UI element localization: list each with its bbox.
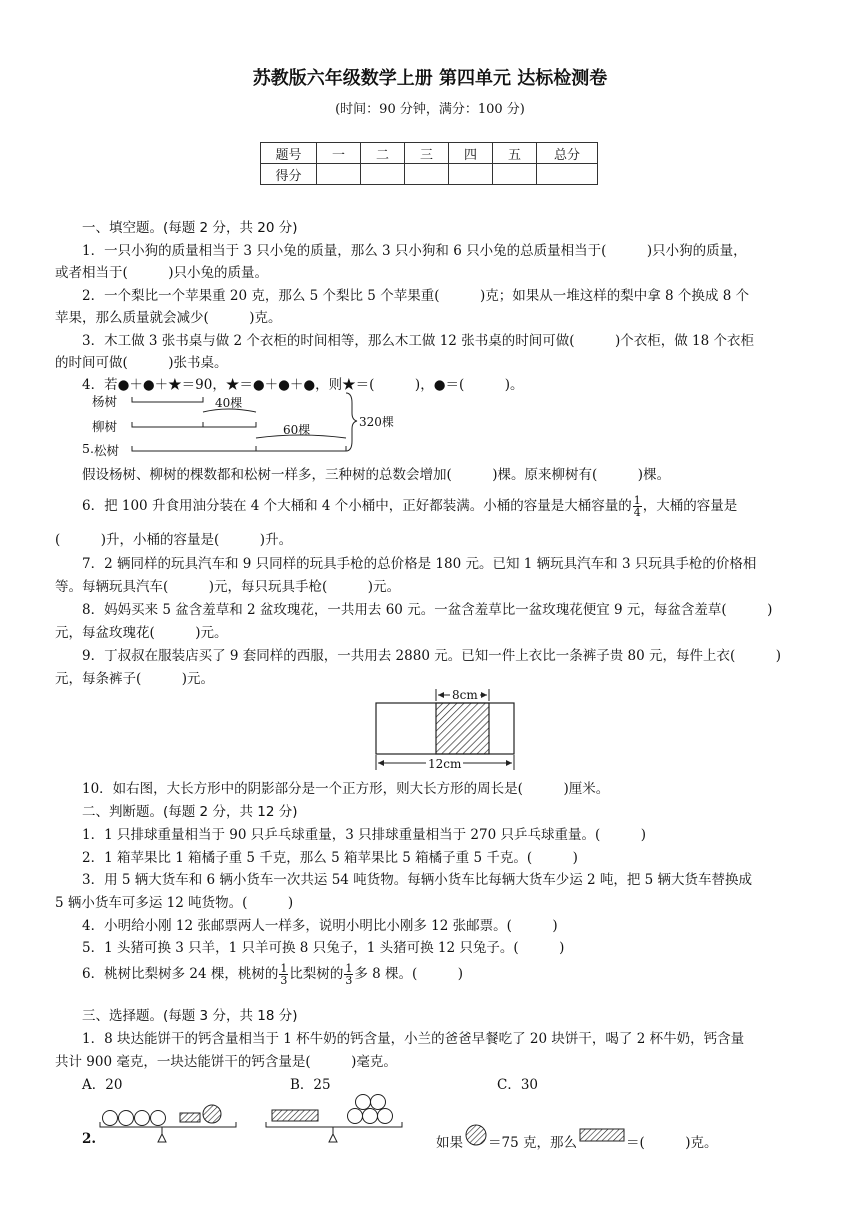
- question-text: ( )升，小桶的容量是( )升。: [55, 532, 293, 548]
- score-header-cell: 四: [449, 143, 493, 164]
- question-text: 2．一个梨比一个苹果重 20 克，那么 5 个梨比 5 个苹果重( )克；如果从一堆这样的梨中拿 8 个换成 8 个: [82, 288, 750, 304]
- question-text-part: 如果: [436, 1135, 463, 1151]
- ball: [103, 1111, 118, 1126]
- question-text: 8．妈妈买来 5 盆含羞草和 2 盆玫瑰花，一共用去 60 元。一盆含羞草比一盆玫瑰花便宜 9 元，每盆含羞草( ): [82, 602, 773, 618]
- option-c[interactable]: C．30: [497, 1077, 539, 1093]
- page-title: 苏教版六年级数学上册 第四单元 达标检测卷: [252, 68, 608, 89]
- question-text-part: ，大桶的容量是: [642, 498, 738, 514]
- score-header-cell: 总分: [537, 143, 598, 164]
- ball: [151, 1111, 166, 1126]
- question-text: 或者相当于( )只小兔的质量。: [55, 265, 269, 281]
- brick-symbol: [580, 1129, 624, 1141]
- question-text-part: 比梨树的: [289, 966, 344, 982]
- ball: [378, 1109, 393, 1124]
- question-text: 3．木工做 3 张书桌与做 2 个衣柜的时间相等，那么木工做 12 张书桌的时间可做( )个衣柜，做 18 个衣柜: [82, 333, 754, 349]
- question-text: 7．2 辆同样的玩具汽车和 9 只同样的玩具手枪的总价格是 180 元。已知 1 辆玩具汽车和 3 只玩具手枪的价格相: [82, 556, 757, 572]
- ball: [371, 1095, 386, 1110]
- ball: [119, 1111, 134, 1126]
- question-text: 5 辆小货车可多运 12 吨货物。( ): [55, 895, 294, 911]
- question-text: 共计 900 毫克，一块达能饼干的钙含量是( )毫克。: [55, 1054, 397, 1070]
- question-text: 4．若●＋●＋★＝90，★＝●＋●＋●，则★＝( )，●＝( )。: [82, 377, 524, 393]
- ball: [356, 1095, 371, 1110]
- brick: [272, 1110, 318, 1121]
- question-text-part: ＝( )克。: [626, 1135, 718, 1151]
- question-number: 2.: [82, 1131, 97, 1147]
- question-text: 1．一只小狗的质量相当于 3 只小兔的质量，那么 3 只小狗和 6 只小兔的总质量相当于( )只小狗的质量，: [82, 243, 747, 259]
- score-header-cell: 题号: [261, 143, 317, 164]
- fraction-denominator: 3: [345, 974, 353, 987]
- score-header-cell: 二: [361, 143, 405, 164]
- question-text: 5．1 头猪可换 3 只羊，1 只羊可换 8 只兔子，1 头猪可换 12 只兔子。( ): [82, 940, 565, 956]
- ball: [363, 1109, 378, 1124]
- brick: [180, 1113, 200, 1122]
- question-number: 5.: [82, 441, 94, 456]
- question-text: 9．丁叔叔在服装店买了 9 套同样的西服，一共用去 2880 元。已知一件上衣比一条裤子贵 80 元，每件上衣( ): [82, 648, 781, 664]
- tree-label-pine: 松树: [94, 443, 120, 458]
- question-text: 等。每辆玩具汽车( )元，每只玩具手枪( )元。: [55, 579, 401, 595]
- tree-label-willow: 柳树: [92, 419, 118, 434]
- question-text: 1．1 只排球重量相当于 90 只乒乓球重量，3 只排球重量相当于 270 只乒乓球重量。( ): [82, 827, 646, 843]
- question-text: 2．1 箱苹果比 1 箱橘子重 5 千克，那么 5 箱苹果比 5 箱橘子重 5 千克。( ): [82, 850, 578, 866]
- total-label: 320棵: [359, 415, 394, 429]
- ball: [135, 1111, 150, 1126]
- section-heading-fill-in: 一、填空题。(每题 2 分，共 20 分): [82, 220, 298, 236]
- question-text: 假设杨树、柳树的棵数都和松树一样多，三种树的总数会增加( )棵。原来柳树有( )棵。: [82, 467, 671, 483]
- fraction-numerator: 1: [280, 962, 288, 975]
- shaded-ball-symbol: [466, 1125, 486, 1145]
- option-a[interactable]: A．20: [82, 1077, 123, 1093]
- fraction-numerator: 1: [345, 962, 353, 975]
- balance-scale-1: [100, 1105, 236, 1142]
- fraction-numerator: 1: [633, 494, 641, 507]
- score-row-label: 得分: [261, 164, 317, 185]
- question-text: 的时间可做( )张书桌。: [55, 355, 228, 371]
- label-12cm: 12cm: [428, 757, 462, 771]
- tree-label-poplar: 杨树: [92, 394, 118, 409]
- question-text-part: 6．把 100 升食用油分装在 4 个大桶和 4 个小桶中，正好都装满。小桶的容量是大桶容量的: [82, 498, 632, 514]
- exam-info: (时间：90 分钟，满分：100 分): [335, 102, 525, 117]
- section-heading-multiple-choice: 三、选择题。(每题 3 分，共 18 分): [82, 1008, 298, 1024]
- balance-scale-2: [266, 1095, 402, 1143]
- label-8cm: 8cm: [452, 688, 478, 702]
- diff-label-40: 40棵: [215, 396, 243, 410]
- fraction-denominator: 3: [280, 974, 288, 987]
- score-header-cell: 三: [405, 143, 449, 164]
- question-text-part: 多 8 棵。( ): [354, 966, 464, 982]
- ball: [348, 1109, 363, 1124]
- question-text-part: 6．桃树比梨树多 24 棵，桃树的: [82, 966, 279, 982]
- question-text: 4．小明给小刚 12 张邮票两人一样多，说明小明比小刚多 12 张邮票。( ): [82, 918, 558, 934]
- question-text: 1．8 块达能饼干的钙含量相当于 1 杯牛奶的钙含量，小兰的爸爸早餐吃了 20 块饼干，喝了 2 杯牛奶，钙含量: [82, 1031, 745, 1047]
- question-text: 10．如右图，大长方形中的阴影部分是一个正方形，则大长方形的周长是( )厘米。: [82, 781, 610, 797]
- score-header-cell: 五: [493, 143, 537, 164]
- option-b[interactable]: B．25: [290, 1077, 331, 1093]
- section-heading-true-false: 二、判断题。(每题 2 分，共 12 分): [82, 804, 298, 820]
- question-text: 3．用 5 辆大货车和 6 辆小货车一次共运 54 吨货物。每辆小货车比每辆大货车少运 2 吨，把 5 辆大货车替换成: [82, 872, 753, 888]
- question-text: 元，每盆玫瑰花( )元。: [55, 625, 228, 641]
- score-header-cell: 一: [317, 143, 361, 164]
- question-text: 苹果，那么质量就会减少( )克。: [55, 310, 282, 326]
- fraction-denominator: 4: [633, 506, 641, 519]
- shaded-ball: [203, 1105, 221, 1123]
- question-text: 元，每条裤子( )元。: [55, 671, 215, 687]
- diff-label-60: 60棵: [283, 423, 311, 437]
- question-text-part: ＝75 克，那么: [488, 1135, 577, 1151]
